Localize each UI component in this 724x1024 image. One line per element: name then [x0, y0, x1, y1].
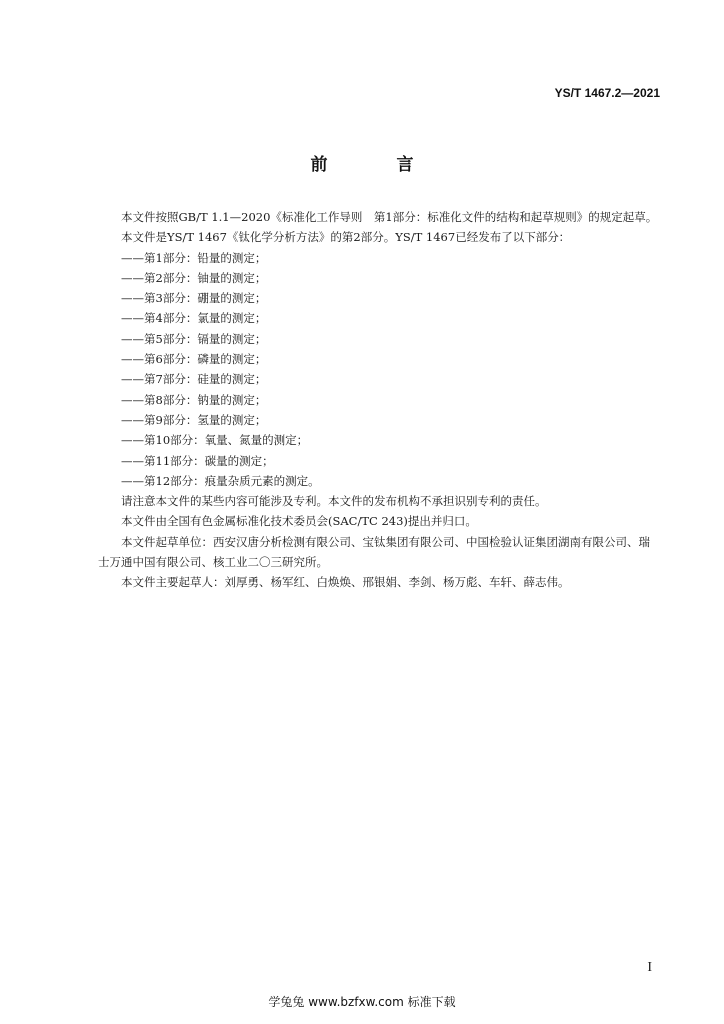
- list-item: ——第10部分：氧量、氮量的测定；: [121, 433, 309, 448]
- paragraph-drafting-rules: 本文件按照GB/T 1.1—2020《标准化工作导则 第1部分：标准化文件的结构和起草规则》的规定起草。: [121, 210, 658, 224]
- paragraph-proposer: 本文件由全国有色金属标准化技术委员会(SAC/TC 243)提出并归口。: [121, 514, 477, 529]
- page-title: 前 言: [310, 155, 440, 175]
- list-item: ——第7部分：硅量的测定；: [121, 372, 267, 387]
- list-item: ——第2部分：铀量的测定；: [121, 270, 267, 285]
- footer-watermark: 学兔兔 www.bzfxw.com 标准下载: [268, 995, 456, 1009]
- standard-code: YS/T 1467.2—2021: [554, 86, 660, 100]
- list-item: ——第12部分：痕量杂质元素的测定。: [121, 473, 320, 488]
- parts-list: [98, 248, 658, 492]
- list-item: ——第5部分：镉量的测定；: [121, 331, 267, 346]
- list-item: ——第4部分：氯量的测定；: [121, 311, 267, 326]
- list-item: ——第11部分：碳量的测定；: [121, 453, 274, 468]
- document-body: [98, 207, 658, 593]
- list-item: ——第9部分：氢量的测定；: [121, 412, 267, 427]
- list-item: ——第3部分：硼量的测定；: [121, 291, 267, 306]
- page-number: I: [647, 960, 652, 975]
- list-item: ——第1部分：铅量的测定；: [121, 250, 267, 265]
- paragraph-patent-notice: 请注意本文件的某些内容可能涉及专利。本文件的发布机构不承担识别专利的责任。: [121, 494, 547, 509]
- list-item: ——第6部分：磷量的测定；: [121, 352, 267, 367]
- list-item: ——第8部分：钠量的测定；: [121, 392, 267, 407]
- paragraph-drafting-units: 本文件起草单位：西安汉唐分析检测有限公司、宝钛集团有限公司、中国检验认证集团湖南有限公司、瑞士万通中国有限公司、核工业二〇三研究所。: [98, 534, 650, 570]
- paragraph-series-intro: 本文件是YS/T 1467《钛化学分析方法》的第2部分。YS/T 1467已经发布了以下部分：: [121, 230, 571, 245]
- paragraph-drafters: 本文件主要起草人：刘厚勇、杨军红、白焕焕、邢银娟、李剑、杨万彪、车轩、薛志伟。: [121, 575, 570, 590]
